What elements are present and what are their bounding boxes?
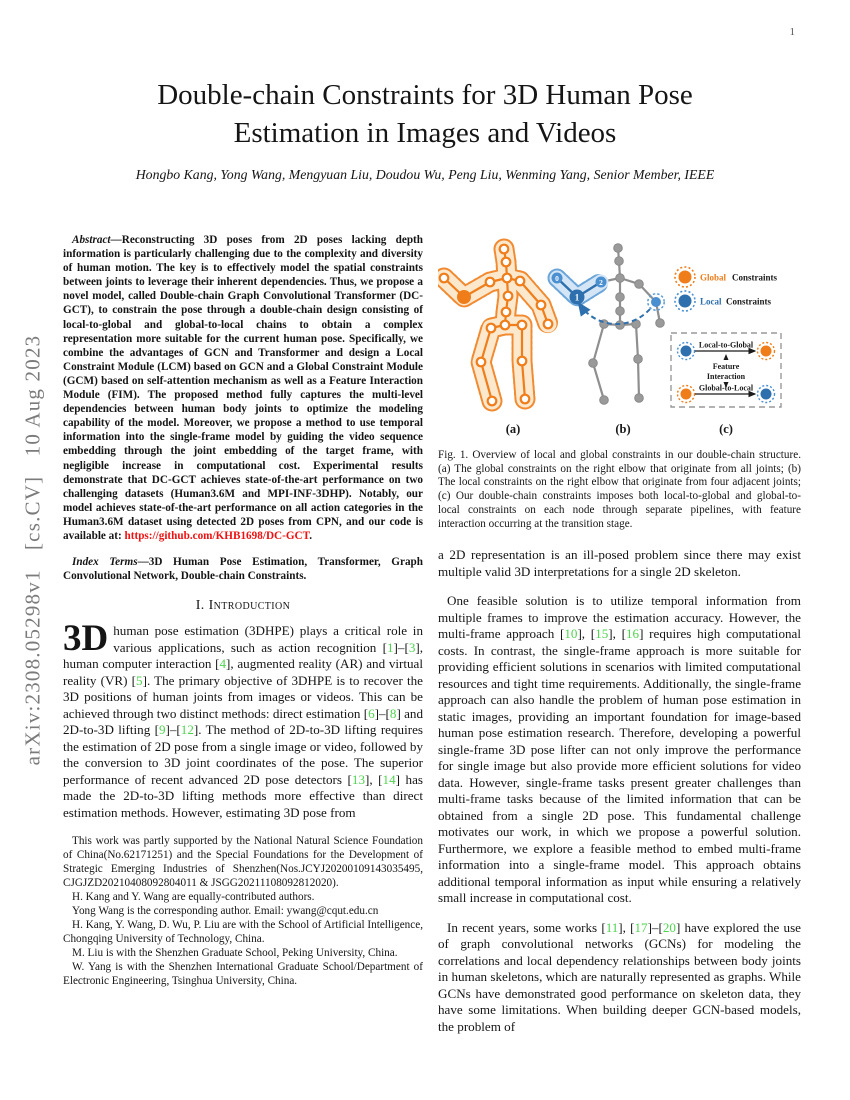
subfigure-c-label: (c) [719,422,733,436]
body-paragraph: a 2D representation is an ill-posed problem since there may exist multiple valid 3D interpretations for a single 2D skeleton. [438,547,801,579]
index-terms-lead: Index Terms [72,556,138,569]
box-bottom-left-orange-node [681,389,692,400]
abstract-paragraph [63,233,423,543]
arxiv-watermark: arXiv:2308.05298v1 [cs.CV] 10 Aug 2023 [20,334,45,766]
subfigure-b-label: (b) [615,422,631,436]
node-0-label: 0 [555,273,559,283]
citation-ref[interactable]: 13 [351,771,365,787]
box-top-left-blue-node [681,346,692,357]
figure-legend [671,267,781,407]
abstract-body: —Reconstructing 3D poses from 2D poses lacking depth information is particularly challenging due to the complexity and diversity of human motion. The key is to effectively model the spatial constraints between joints to leverage their inherent dependencies. Thus, we propose a novel model, called Double-chain Graph Convolutional Transformer (DC-GCT), to constrain the pose through a double-chain design consisting of local-to-global and global-to-local chains to obtain a complex representation more suitable for the current human pose. Specifically, we combine the advantages of GCN and Transformer and design a Local Constraint Module (LCM) based on GCN and a Global Constraint Module (GCM) based on self-attention mechanism as well as a Feature Interaction Module (FIM). The proposed method fully captures the multi-level dependencies between human body joints to optimize the modeling capability of the model. Moreover, we propose a method to use temporal information into the single-frame model by guiding the video sequence embedding through the joint embedding of the target frame, with negligible increase in computational cost. Experimental results demonstrate that DC-GCT achieves state-of-the-art performance on two challenging datasets (Human3.6M and MPI-INF-3DHP). Notably, our model achieves state-of-the-art performance on all action categories in the Human3.6M dataset using detected 2D poses from CPN, and our code is available at: https://github.com/KHB1698/DC-GCT. [63,234,423,542]
code-repository-link[interactable]: https://github.com/KHB1698/DC-GCT [124,529,310,542]
page-number: 1 [789,26,795,38]
feature-label: Feature [712,362,740,371]
footnote: Yong Wang is the corresponding author. Email: ywang@cqut.edu.cn [72,905,379,918]
citation-ref[interactable]: 11 [605,919,619,935]
citation-ref[interactable]: 10 [564,626,578,642]
footnote: H. Kang and Y. Wang are equally-contributed authors. [72,891,315,904]
paper-title [0,76,850,152]
citation-ref[interactable]: 4 [219,656,227,672]
citation-ref[interactable]: 1 [386,639,394,655]
footnote: M. Liu is with the Shenzhen Graduate School, Peking University, China. [72,947,398,960]
local-legend-node [679,295,692,308]
right-column [438,233,801,1035]
section-heading-introduction: I. Introduction [195,598,291,614]
citation-ref[interactable]: 9 [158,722,166,738]
footnote: H. Kang, Y. Wang, D. Wu, P. Liu are with the School of Artificial Intelligence, Chongqing University of Technology, China. [63,919,423,946]
global-highlight-right-elbow-node [457,290,471,304]
global-to-local-label: Global-to-Local [698,383,754,393]
intro-body: human pose estimation (3DHPE) plays a critical role in various applications, such as action recognition [1]–[3], human computer interaction [4], augmented reality (AR) and virtual reality (VR) [5]. The primary objective of 3DHPE is to recover the 3D positions of human joints from images or videos. This can be achieved through two distinct methods: direct estimation [6]–[8] and 2D-to-3D lifting [9]–[12]. The method of 2D-to-3D lifting requires the estimation of 2D pose from a single image or video, followed by the conversion to 3D joint coordinates of the pose. The superior performance of recent advanced 2D pose detectors [13], [14] has made the 2D-to-3D lifting methods more effective than direct estimation methods. However, estimating 3D pose from [63,623,424,820]
legend-global-word: Global [700,272,727,283]
body-paragraph: One feasible solution is to utilize temporal information from multiple frames to improve the estimation accuracy. However, the multi-frame approach [10], [15], [16] requires high computational costs. In contrast, the single-frame approach is more suitable for providing efficient solutions in scenarios with limited computational resources and tight time requirements. Additionally, the single-frame approach can also handle the problem of human pose estimation in static images, providing an important foundation for image-based human pose estimation research. Therefore, developing a powerful single-frame 3D pose lifter can not only improve the performance for single image but also provide more efficient solutions for video data. However, single-frame tasks present greater challenges than multi-frame tasks because of the limited information that can be obtained from a single 2D pose. This fundamental challenge motivates our work, in which we propose a powerful solution. Furthermore, we explore a feasible method to embed multi-frame information into a single-frame model. This approach obtains additional temporal information as input while ensuring a relatively small increase in computational cost. [438,593,801,906]
footnote-block [63,834,423,988]
citation-ref[interactable]: 16 [626,626,640,642]
figure-1-caption: Fig. 1. Overview of local and global constraints in our double-chain structure. (a) The global constraints on the right elbow that originate from all joints; (b) The local constraints on the right elbow that originate from four adjacent joints; (c) Our double-chain constraints imposes both local-to-global and global-to-local constraints on each node through separate pipelines, with feature interaction occurring at the transition stage. [438,449,801,530]
node-2-label: 2 [599,277,603,287]
abstract-lead: Abstract [72,234,111,246]
subfigure-a-label: (a) [505,422,521,436]
footnote: This work was partly supported by the National Natural Science Foundation of China(No.62171251) and the Special Foundations for the Development of Strategic Emerging Industries of Shenzhen(Nos.JCYJ20200109143035495, CJGJZD20210408092804011 & JSGG20211108092812020). [63,835,423,890]
legend-local-word: Local [700,296,722,307]
citation-ref[interactable]: 6 [368,705,375,721]
two-column-body [63,233,801,1035]
box-bottom-right-blue-node [761,389,772,400]
citation-ref[interactable]: 17 [634,919,648,935]
author-list: Hongbo Kang, Yong Wang, Mengyuan Liu, Doudou Wu, Peng Liu, Wenming Yang, Senior Member, IEEE [135,167,715,182]
paper-title-line2: Estimation in Images and Videos [233,117,617,149]
citation-ref[interactable]: 8 [389,705,397,721]
local-to-global-label: Local-to-Global [698,340,754,350]
skeleton-local-constraints [552,244,665,405]
citation-ref[interactable]: 5 [136,672,143,688]
legend-global-constraints-word: Constraints [732,272,778,283]
paper-title-line1: Double-chain Constraints for 3D Human Pose [157,79,693,111]
legend-local-constraints-word: Constraints [726,296,772,307]
citation-ref[interactable]: 14 [382,771,396,787]
footnote: W. Yang is with the Shenzhen International Graduate School/Department of Electronic Engineering, Tsinghua University, China. [63,961,423,988]
skeleton-global-constraints [440,245,553,406]
intro-paragraph [63,618,424,821]
citation-ref[interactable]: 3 [408,639,416,655]
global-legend-node [679,271,692,284]
left-column [63,233,423,1035]
citation-ref[interactable]: 15 [595,626,609,642]
interaction-label: Interaction [706,372,746,381]
figure-1-graphic [438,233,801,437]
figure-1 [438,233,801,531]
index-terms-paragraph [63,555,423,583]
citation-ref[interactable]: 12 [180,722,194,738]
body-paragraph: In recent years, some works [11], [17]–[20] have explored the use of graph convolutional networks (GCNs) for modeling the correlations and local dependency relationships between body joints in human skeletons, which are naturally represented as graphs. While GCNs have demonstrated good performance on skeleton data, they have some limitations. When building deeper GCN-based models, the problem of [438,919,801,1034]
node-1-label: 1 [574,292,580,303]
adjacent-joint-node [651,297,661,307]
index-terms-body: —3D Human Pose Estimation, Transformer, Graph Convolutional Network, Double-chain Constraints. [63,556,424,583]
box-top-right-orange-node [761,346,772,357]
drop-cap: 3D [63,618,109,660]
citation-ref[interactable]: 20 [662,919,676,935]
